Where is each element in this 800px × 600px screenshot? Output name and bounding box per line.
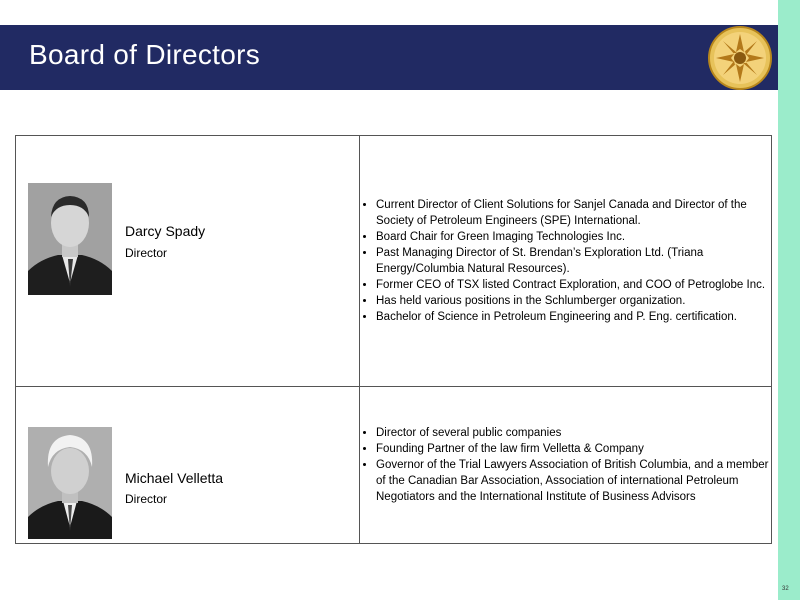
side-accent-bar	[778, 0, 800, 600]
director-details-cell	[360, 136, 772, 387]
director-role: Director	[125, 246, 168, 260]
sun-logo-icon	[707, 25, 773, 91]
directors-table	[15, 135, 772, 544]
list-item: • Past Managing Director of St. Brendan’s Exploration Ltd. (Triana Energy/Columbia Natural Resources).	[376, 245, 771, 277]
director-name: Michael Velletta	[125, 469, 224, 486]
table-row	[16, 136, 772, 387]
list-item: • Current Director of Client Solutions for Sanjel Canada and Director of the Society of Petroleum Engineers (SPE) International.	[376, 197, 771, 229]
list-item: • Board Chair for Green Imaging Technologies Inc.	[376, 229, 771, 245]
director-photo-michael-velletta	[28, 427, 112, 539]
director-role: Director	[125, 491, 168, 506]
director-name: Darcy Spady	[125, 223, 206, 239]
table-row	[16, 386, 772, 543]
list-item: • Founding Partner of the law firm Velletta & Company	[376, 441, 771, 457]
page-title: Board of Directors	[29, 39, 261, 70]
director-bullet-list	[360, 197, 771, 325]
director-bullet-list	[360, 425, 771, 505]
director-profile-cell	[16, 386, 360, 543]
header-banner	[0, 25, 778, 90]
director-profile-cell	[16, 136, 360, 387]
page-number: 32	[782, 586, 789, 592]
list-item: • Governor of the Trial Lawyers Association of British Columbia, and a member of the Canadian Bar Association, Association of international Petroleum Negotiators and the International Institute of Business Advisors	[376, 457, 771, 505]
list-item: • Former CEO of TSX listed Contract Exploration, and COO of Petroglobe Inc.	[376, 277, 771, 293]
list-item: • Bachelor of Science in Petroleum Engineering and P. Eng. certification.	[376, 309, 771, 325]
director-details-cell	[360, 386, 772, 543]
director-photo-darcy-spady	[28, 183, 112, 295]
list-item: • Director of several public companies	[376, 425, 771, 441]
list-item: • Has held various positions in the Schlumberger organization.	[376, 293, 771, 309]
